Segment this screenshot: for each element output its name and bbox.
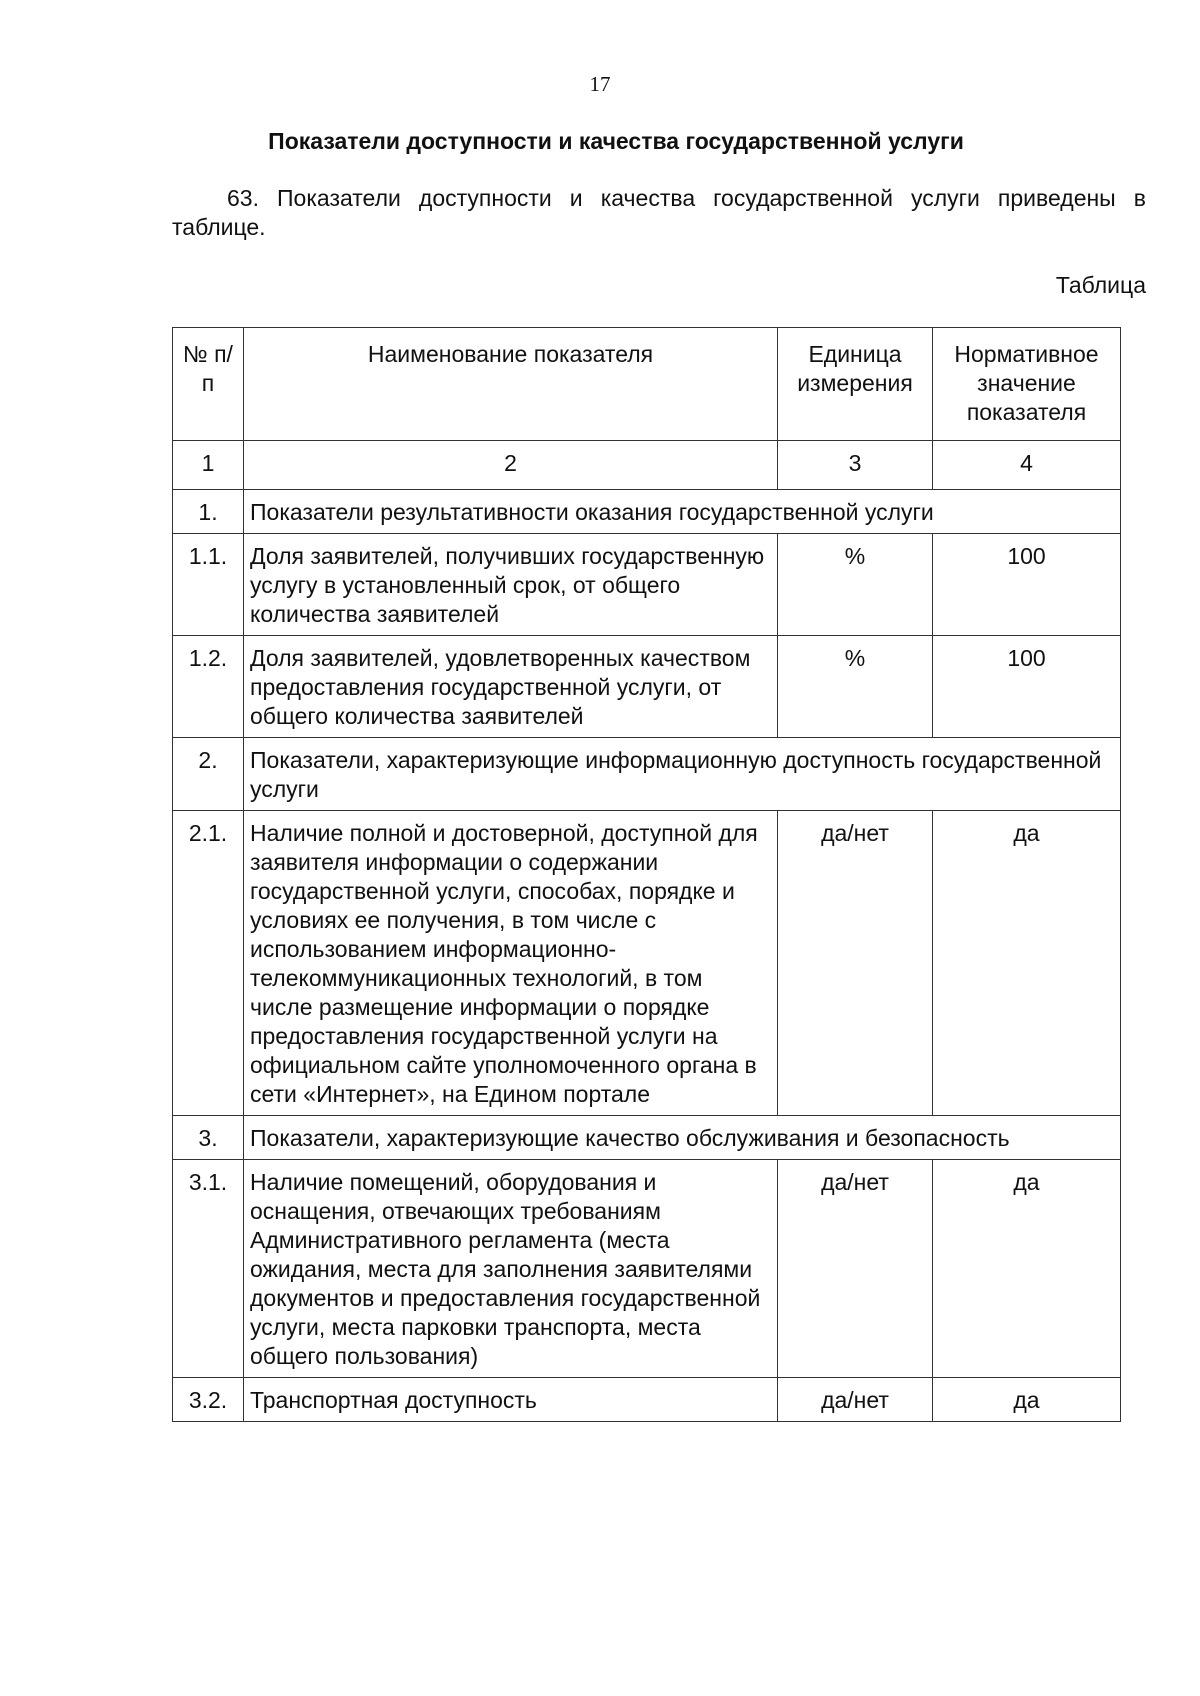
table-section-row [173,490,1121,534]
row-number: 3.2. [173,1378,244,1422]
table-caption: Таблица [1055,272,1146,298]
indicator-unit: да/нет [778,1378,933,1422]
table-row [173,1378,1121,1422]
column-number: 2 [244,441,778,490]
column-numbers-row [173,441,1121,490]
row-number: 2. [173,738,244,811]
indicator-value: 100 [933,534,1121,636]
table-row [173,534,1121,636]
page-number: 17 [589,72,611,96]
intro-paragraph: 63. Показатели доступности и качества государственной услуги приведены в таблице. [172,185,1146,240]
indicator-value: да [933,1378,1121,1422]
section-title: Показатели, характеризующие качество обслуживания и безопасность [244,1116,1121,1160]
table-section-row [173,738,1121,811]
indicator-name: Наличие помещений, оборудования и оснащения, отвечающих требованиям Административного регламента (места ожидания, места для заполнения заявителями документов и предоставления государственной услуги, места парковки транспорта, места общего пользования) [244,1160,778,1378]
section-heading: Показатели доступности и качества государственной услуги [268,128,964,154]
column-number: 3 [778,441,933,490]
header-indicator-name: Наименование показателя [244,328,778,441]
indicator-unit: % [778,534,933,636]
section-title: Показатели результативности оказания государственной услуги [244,490,1121,534]
indicators-table [172,327,1121,1422]
indicator-name: Доля заявителей, удовлетворенных качеством предоставления государственной услуги, от общего количества заявителей [244,636,778,738]
indicator-name: Доля заявителей, получивших государственную услугу в установленный срок, от общего количества заявителей [244,534,778,636]
table-row [173,1160,1121,1378]
indicator-value: да [933,811,1121,1116]
table-row [173,811,1121,1116]
table-header-row [173,328,1121,441]
indicator-unit: да/нет [778,1160,933,1378]
column-number: 1 [173,441,244,490]
row-number: 3. [173,1116,244,1160]
table-section-row [173,1116,1121,1160]
indicator-unit: да/нет [778,811,933,1116]
indicator-name: Наличие полной и достоверной, доступной для заявителя информации о содержании государственной услуги, способах, порядке и условиях ее получения, в том числе с использованием информационно-телекоммуникационных технологий, в том числе размещение информации о порядке предоставления государственной услуги на официальном сайте уполномоченного органа в сети «Интернет», на Едином портале [244,811,778,1116]
indicator-value: да [933,1160,1121,1378]
row-number: 1. [173,490,244,534]
table-row [173,636,1121,738]
header-normative-value: Нормативное значение показателя [933,328,1121,441]
indicator-value: 100 [933,636,1121,738]
header-number: № п/п [173,328,244,441]
header-unit: Единица измерения [778,328,933,441]
indicator-unit: % [778,636,933,738]
row-number: 1.1. [173,534,244,636]
row-number: 3.1. [173,1160,244,1378]
section-title: Показатели, характеризующие информационную доступность государственной услуги [244,738,1121,811]
column-number: 4 [933,441,1121,490]
indicator-name: Транспортная доступность [244,1378,778,1422]
row-number: 1.2. [173,636,244,738]
row-number: 2.1. [173,811,244,1116]
